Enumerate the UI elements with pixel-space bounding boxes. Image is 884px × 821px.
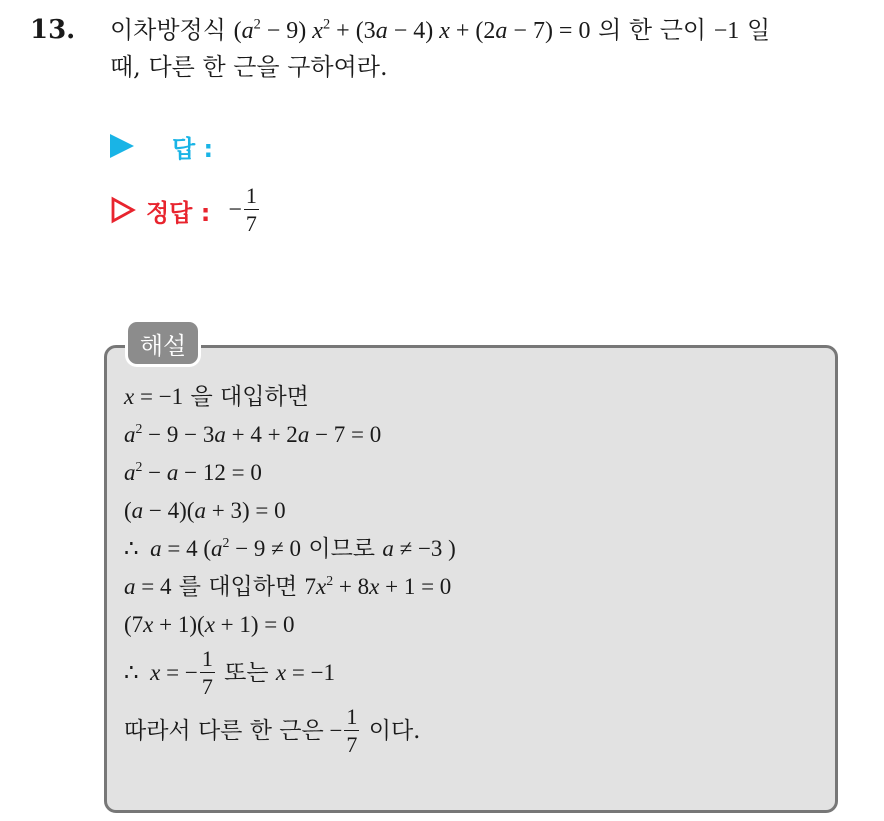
solution-fraction-2: $\frac{1}{7}$ [346, 704, 358, 757]
play-triangle-icon [110, 134, 134, 158]
problem-line2: 때, 다른 한 근을 구하여라. [110, 53, 388, 81]
solution-line-2: $a^2 - 9 - 3a + 4 + 2a - 7 = 0$ [124, 421, 382, 447]
solution-fraction-1: $\frac{1}{7}$ [201, 646, 213, 699]
solution-tag: 해설 [128, 322, 198, 364]
outline-triangle-icon [110, 196, 136, 224]
solution-line-1: x = −1 을 대입하면 [124, 384, 309, 410]
correct-fraction: $\frac{1}{7}$ [245, 183, 257, 236]
correct-answer-row [110, 180, 261, 240]
solution-line-7: (7x + 1)(x + 1) = 0 [124, 612, 295, 637]
solution-line-5: ∴ a = 4 ($a^2 - 9 \ne 0$ 이므로 a ≠ −3 ) [124, 535, 456, 562]
problem-number: 13. [30, 15, 76, 45]
solution-line-6: a = 4 를 대입하면 $7x^2 + 8x + 1 = 0$ [124, 573, 452, 600]
answer-label: 답 : [172, 134, 214, 163]
solution-line-3: $a^2 - a - 12 = 0$ [124, 459, 262, 485]
problem-text: 이차방정식 $(a^2 - 9) x^2 + (3a - 4) x + (2a - 7) = 0$ 의 한 근이 −1 일 때, 다른 한 근을 구하여라. [110, 16, 771, 81]
solution-lines [124, 378, 824, 760]
correct-label: 정답 : [146, 198, 211, 227]
answer-row [110, 128, 213, 164]
solution-line-4: (a − 4)(a + 3) = 0 [124, 498, 286, 523]
problem [30, 12, 870, 85]
solution-line-8: ∴ x = − $\frac{1}{7}$ 또는 x = −1 [124, 646, 336, 699]
problem-equation: $(a^2 - 9) x^2 + (3a - 4) x + (2a - 7) = 0$ [233, 16, 591, 44]
correct-value: − $\frac{1}{7}$ [228, 183, 257, 236]
solution-line-9: 따라서 다른 한 근은 − $\frac{1}{7}$ 이다. [124, 704, 421, 757]
